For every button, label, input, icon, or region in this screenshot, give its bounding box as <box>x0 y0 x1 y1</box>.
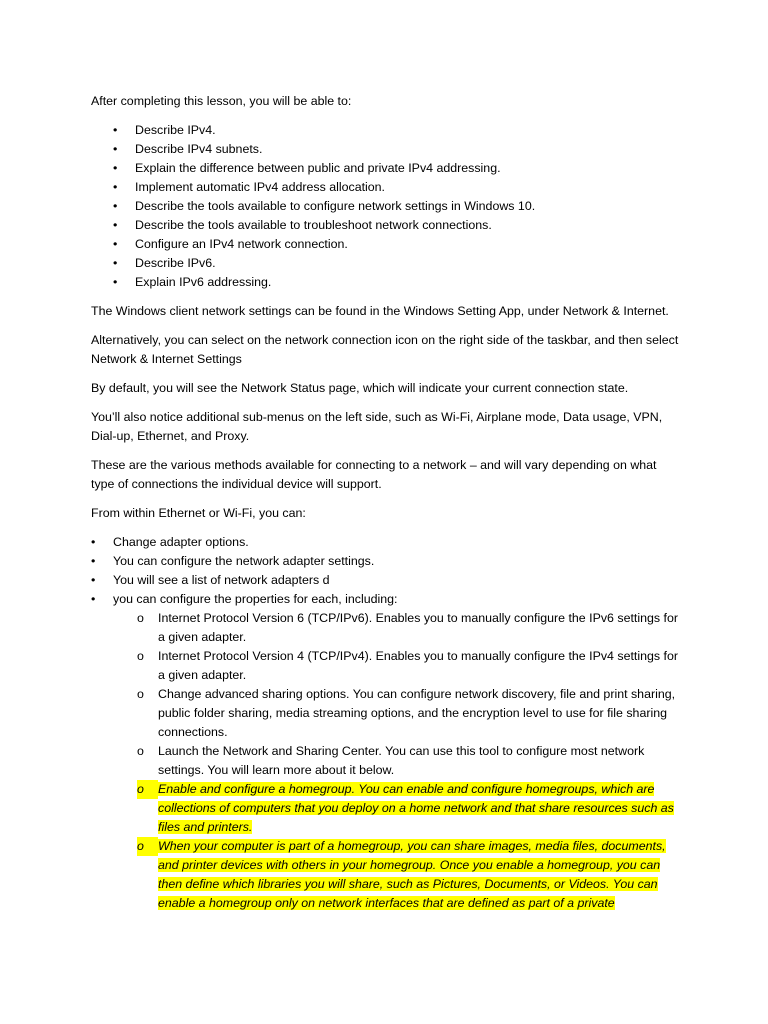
list-item: • Describe the tools available to configure network settings in Windows 10. <box>91 197 681 216</box>
intro-text: After completing this lesson, you will be able to: <box>91 94 352 108</box>
highlighted-text: Enable and configure a homegroup. You can enable and configure homegroups, which are collections of computers that you deploy on a home network and that share resources such as files and printers. <box>158 782 674 834</box>
bullet-icon: • <box>91 535 96 549</box>
bullet-icon: • <box>113 275 118 289</box>
paragraph-taskbar-alternative: Alternatively, you can select on the network connection icon on the right side of the taskbar, and then select Network & Internet Settings <box>91 333 679 366</box>
sub-bullet-icon: o <box>137 611 144 625</box>
paragraph-sub-menus: You’ll also notice additional sub-menus on the left side, such as Wi-Fi, Airplane mode, Data usage, VPN, Dial-up, Ethernet, and Proxy. <box>91 410 663 443</box>
sub-bullet-icon: o <box>137 649 144 663</box>
list-item: • Describe IPv6. <box>91 254 681 273</box>
list-item: • Describe IPv4. <box>91 121 681 140</box>
bullet-icon: • <box>91 592 96 606</box>
objectives-list <box>91 121 681 292</box>
highlighted-sub-list-item <box>91 837 681 913</box>
paragraph-connection-methods: These are the various methods available for connecting to a network – and will vary depending on what type of connections the individual device will support. <box>91 458 657 491</box>
paragraph-within-ethernet: From within Ethernet or Wi-Fi, you can: <box>91 506 306 520</box>
list-item: • Explain the difference between public and private IPv4 addressing. <box>91 159 681 178</box>
highlighted-text: When your computer is part of a homegroup, you can share images, media files, documents, and printer devices with others in your homegroup. Once you enable a homegroup, you can then define which libraries you will share, such as Pictures, Documents, or Videos. You can enable a homegroup only on network interfaces that are defined as part of a private <box>158 839 666 910</box>
list-item: • Describe the tools available to troubleshoot network connections. <box>91 216 681 235</box>
sub-list-item: o Launch the Network and Sharing Center. You can use this tool to configure most network settings. You will learn more about it below. <box>137 744 645 777</box>
list-item: • You can configure the network adapter settings. <box>91 552 681 571</box>
paragraph-network-status: By default, you will see the Network Status page, which will indicate your current connection state. <box>91 381 629 395</box>
list-item: • Explain IPv6 addressing. <box>91 273 681 292</box>
bullet-icon: • <box>91 554 96 568</box>
bullet-icon: • <box>113 142 118 156</box>
sub-list-item: o Internet Protocol Version 6 (TCP/IPv6). Enables you to manually configure the IPv6 settings for a given adapter. <box>137 611 678 644</box>
bullet-icon: • <box>113 237 118 251</box>
options-list <box>91 533 681 609</box>
sub-bullet-icon: o <box>137 837 158 856</box>
bullet-icon: • <box>113 218 118 232</box>
sub-bullet-icon: o <box>137 687 144 701</box>
list-item: • you can configure the properties for each, including: <box>91 590 681 609</box>
sub-list-item: o Internet Protocol Version 4 (TCP/IPv4). Enables you to manually configure the IPv4 settings for a given adapter. <box>137 649 678 682</box>
bullet-icon: • <box>113 180 118 194</box>
document-body <box>91 92 681 913</box>
list-item: • Describe IPv4 subnets. <box>91 140 681 159</box>
bullet-icon: • <box>113 161 118 175</box>
highlighted-sub-list-item <box>91 780 681 837</box>
list-item: • You will see a list of network adapters d <box>91 571 681 590</box>
list-item: • Configure an IPv4 network connection. <box>91 235 681 254</box>
sub-bullet-icon: o <box>137 780 158 799</box>
paragraph-settings-location: The Windows client network settings can be found in the Windows Setting App, under Network & Internet. <box>91 304 669 318</box>
bullet-icon: • <box>113 256 118 270</box>
list-item: • Change adapter options. <box>91 533 681 552</box>
sub-options-list <box>91 609 681 913</box>
bullet-icon: • <box>91 573 96 587</box>
sub-list-item: o Change advanced sharing options. You can configure network discovery, file and print sharing, public folder sharing, media streaming options, and the encryption level to use for file sharing connections. <box>137 687 676 739</box>
bullet-icon: • <box>113 199 118 213</box>
list-item: • Implement automatic IPv4 address allocation. <box>91 178 681 197</box>
sub-bullet-icon: o <box>137 744 144 758</box>
bullet-icon: • <box>113 123 118 137</box>
